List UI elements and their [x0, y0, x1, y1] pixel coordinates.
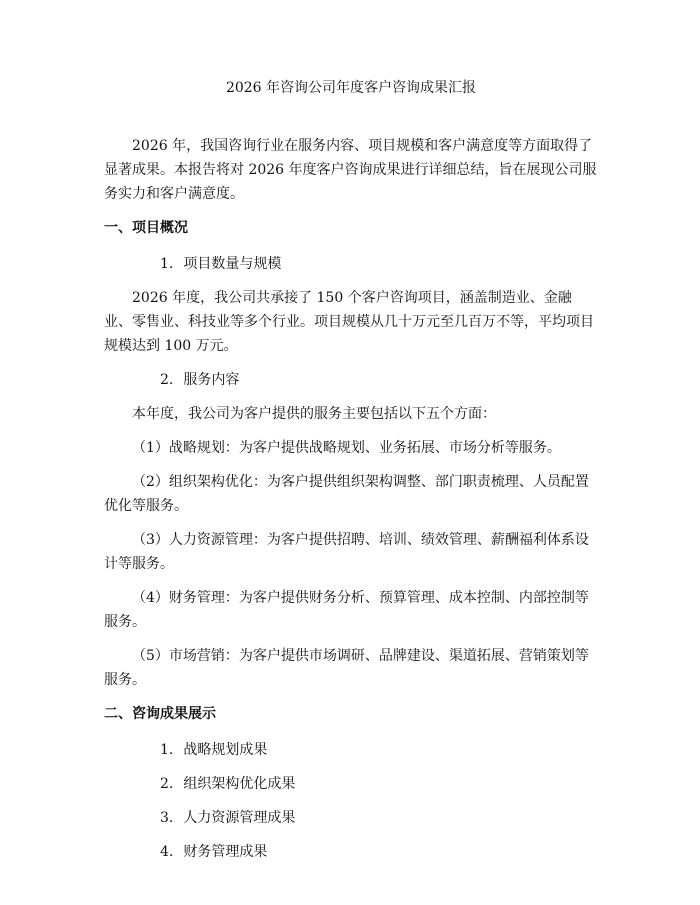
section-heading-results: 二、咨询成果展示 — [104, 706, 216, 722]
list-item-label: 战略规划成果 — [183, 742, 268, 758]
service-item: （3）人力资源管理：为客户提供招聘、培训、绩效管理、薪酬福利体系设计等服务。 — [104, 532, 589, 572]
results-list — [104, 738, 598, 864]
subheading-number: 1. — [160, 256, 174, 272]
document-content — [104, 76, 598, 874]
subheading-label: 服务内容 — [183, 372, 240, 388]
service-item: （5）市场营销：为客户提供市场调研、品牌建设、渠道拓展、营销策划等服务。 — [104, 648, 589, 688]
list-item-number: 2. — [160, 776, 174, 792]
document-title: 2026 年咨询公司年度客户咨询成果汇报 — [225, 80, 477, 96]
subheading-number: 2. — [160, 372, 174, 388]
list-item-number: 4. — [160, 844, 174, 860]
list-item-label: 组织架构优化成果 — [183, 776, 296, 792]
results-list-item — [104, 806, 598, 830]
subheading-project-scale — [104, 252, 598, 276]
intro-paragraph: 2026 年，我国咨询行业在服务内容、项目规模和客户满意度等方面取得了显著成果。本报告将对 2026 年度客户咨询成果进行详细总结，旨在展现公司服务实力和客户满意度。 — [104, 138, 597, 202]
services-intro-paragraph: 本年度，我公司为客户提供的服务主要包括以下五个方面： — [132, 406, 496, 422]
results-list-item — [104, 840, 598, 864]
results-list-item — [104, 738, 598, 762]
service-item: （2）组织架构优化：为客户提供组织架构调整、部门职责梳理、人员配置优化等服务。 — [104, 474, 589, 514]
list-item-number: 1. — [160, 742, 174, 758]
service-item: （4）财务管理：为客户提供财务分析、预算管理、成本控制、内部控制等服务。 — [104, 590, 589, 630]
subheading-label: 项目数量与规模 — [183, 256, 282, 272]
subheading-service-content — [104, 368, 598, 392]
section-heading-project-overview: 一、项目概况 — [104, 220, 188, 236]
project-scale-paragraph: 2026 年度，我公司共承接了 150 个客户咨询项目，涵盖制造业、金融业、零售业、科技业等多个行业。项目规模从几十万元至几百万不等，平均项目规模达到 100 万元。 — [104, 290, 594, 354]
service-item: （1）战略规划：为客户提供战略规划、业务拓展、市场分析等服务。 — [132, 440, 561, 456]
list-item-label: 人力资源管理成果 — [183, 810, 296, 826]
list-item-label: 财务管理成果 — [183, 844, 268, 860]
results-list-item — [104, 772, 598, 796]
list-item-number: 3. — [160, 810, 174, 826]
